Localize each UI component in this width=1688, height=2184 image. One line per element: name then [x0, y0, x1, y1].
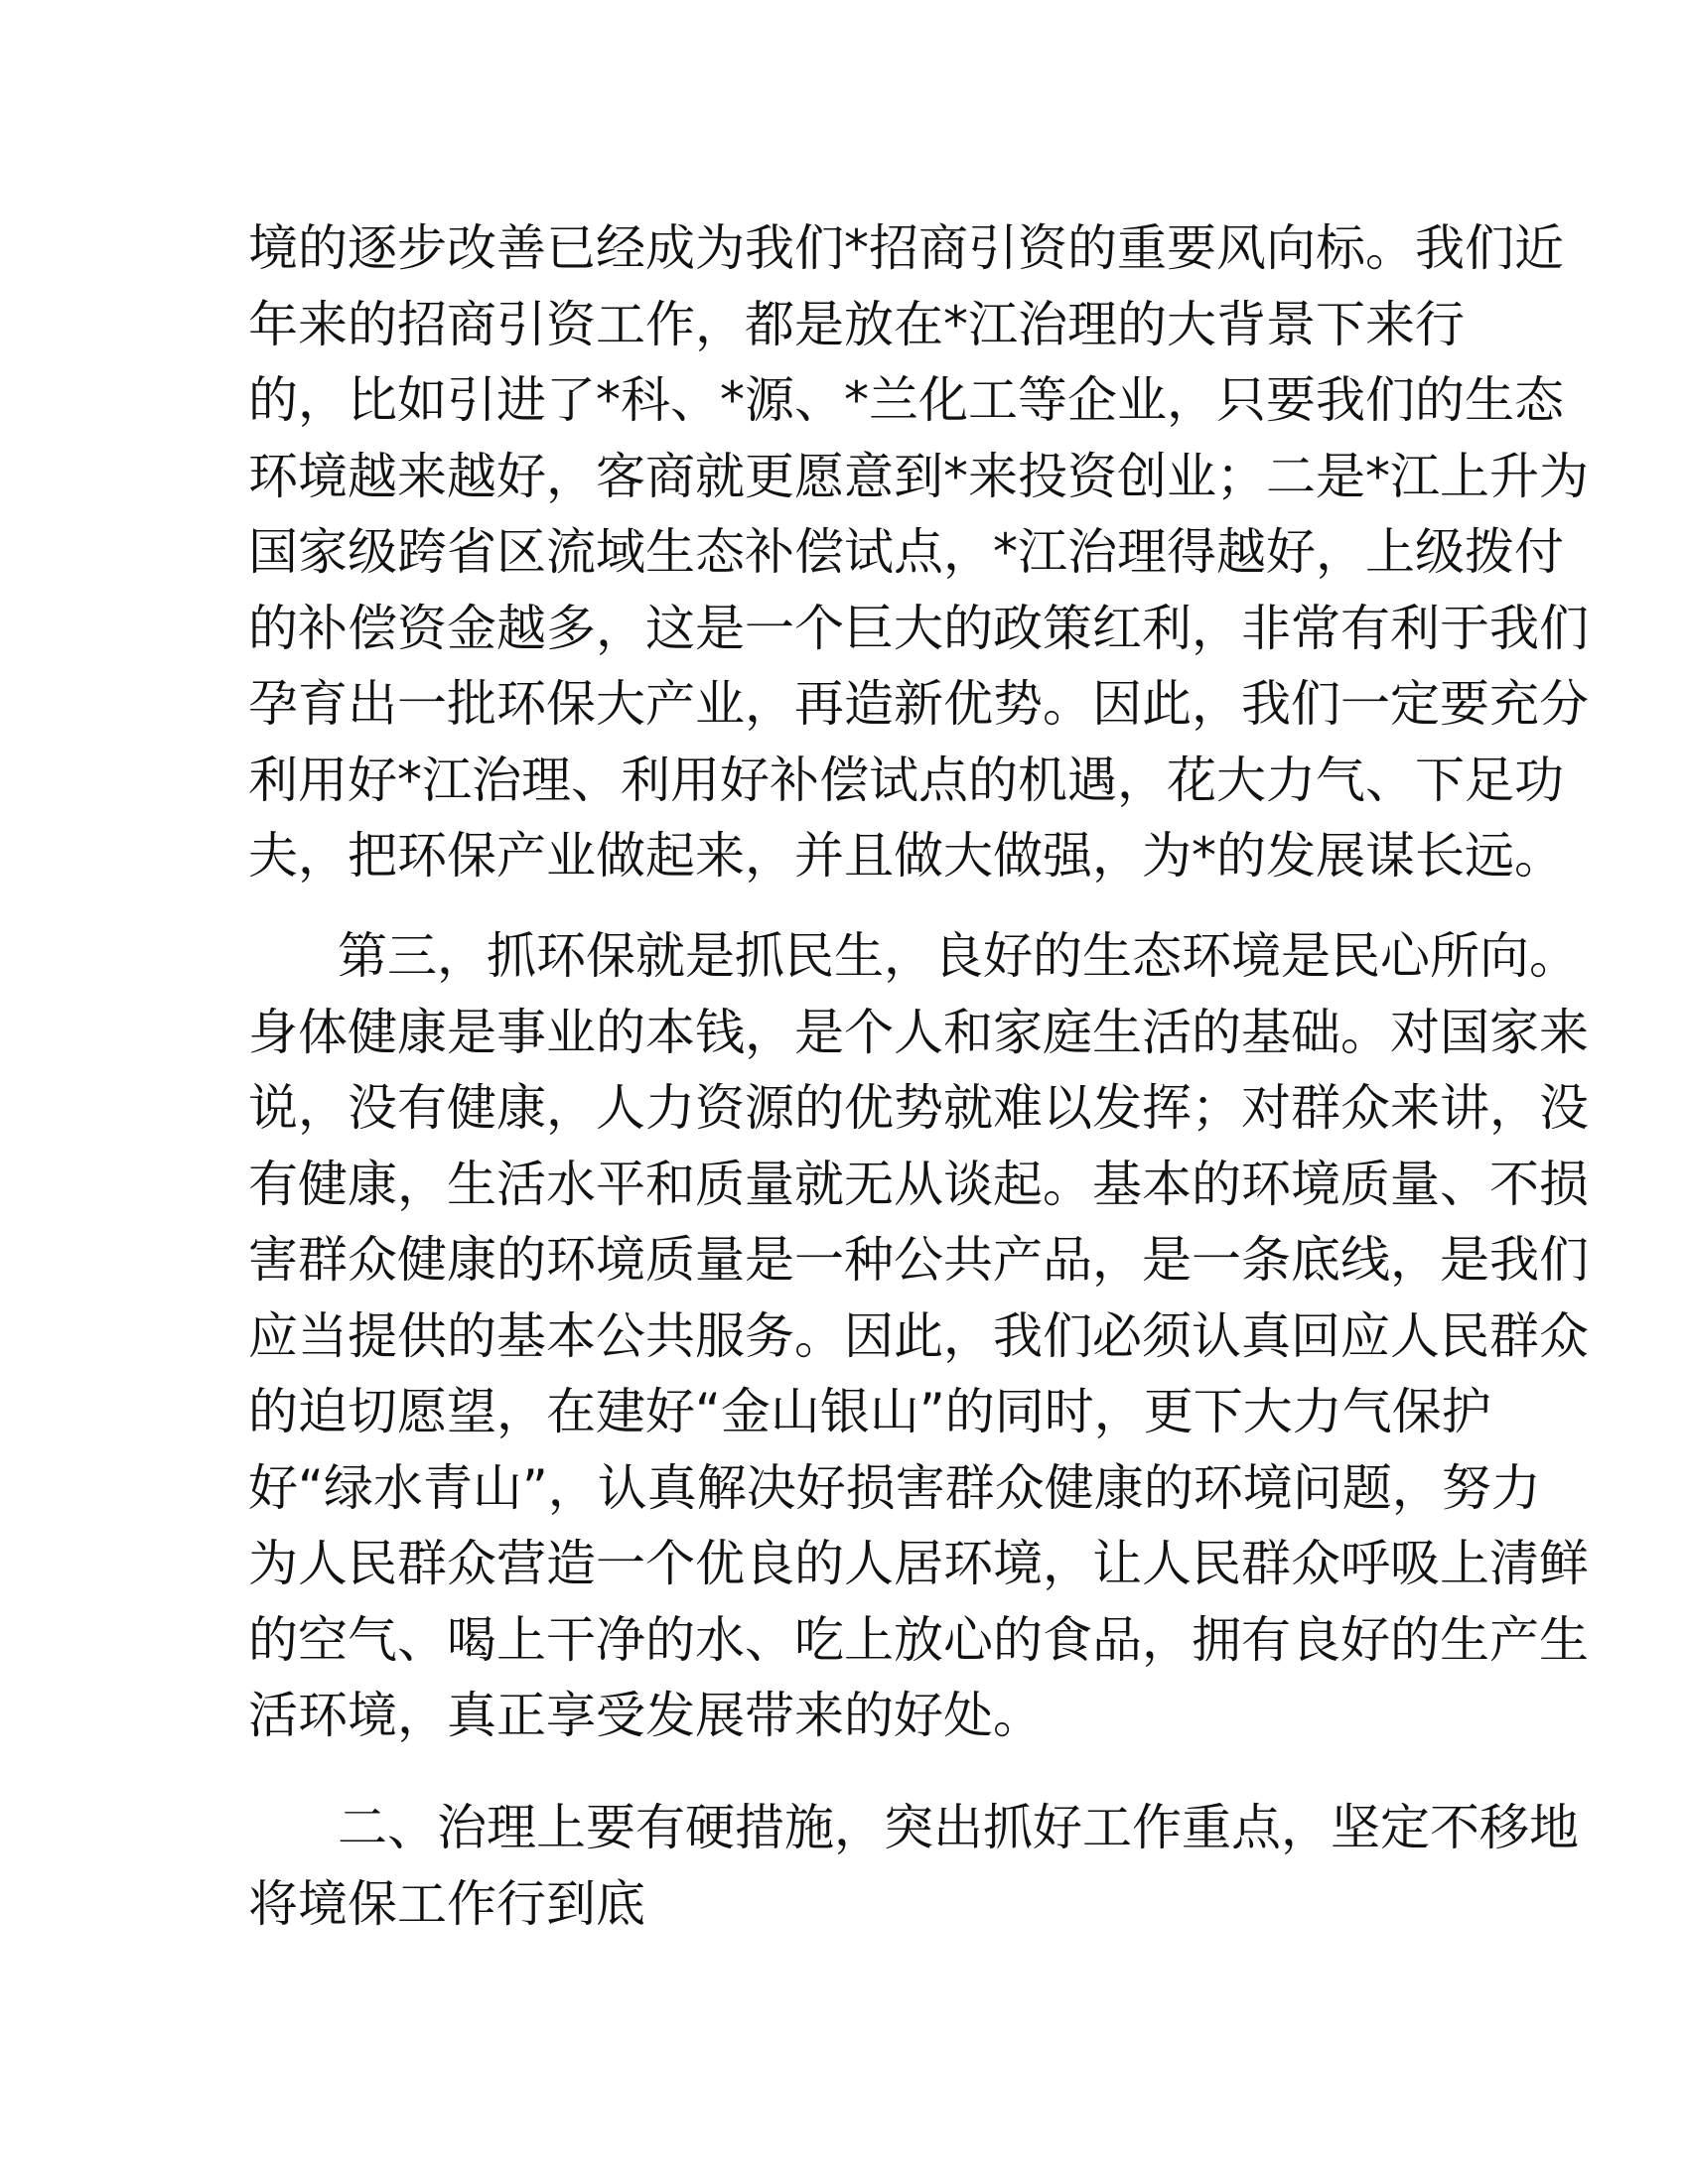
text-line: 说，没有健康，人力资源的优势就难以发挥；对群众来讲，没 [248, 1079, 1589, 1137]
text-line: 孕育出一批环保大产业，再造新优势。因此，我们一定要充分 [248, 675, 1589, 733]
text-line: 的空气、喝上干净的水、吃上放心的食品，拥有良好的生产生 [248, 1610, 1589, 1669]
text-line: 夫，把环保产业做起来，并且做大做强，为*的发展谋长远。 [248, 827, 1564, 885]
text-line: 的迫切愿望，在建好“金山银山”的同时，更下大力气保护 [248, 1383, 1491, 1440]
text-line: 环境越来越好，客商就更愿意到*来投资创业；二是*江上升为 [248, 447, 1589, 505]
text-line: 利用好*江治理、利用好补偿试点的机遇，花大力气、下足功 [248, 751, 1564, 809]
paragraph-heading-line: 第三，抓环保就是抓民生，良好的生态环境是民心所向。 [338, 927, 1579, 985]
text-line: 好“绿水青山”，认真解决好损害群众健康的环境问题，努力 [248, 1458, 1541, 1517]
text-line: 应当提供的基本公共服务。因此，我们必须认真回应人民群众 [248, 1306, 1589, 1365]
section-heading-two [248, 1790, 1579, 1942]
text-line: 境的逐步改善已经成为我们*招商引资的重要风向标。我们近 [248, 219, 1564, 277]
text-line: 国家级跨省区流域生态补偿试点，*江治理得越好，上级拨付 [248, 523, 1564, 581]
paragraph-investment [248, 210, 1589, 894]
text-line: 为人民群众营造一个优良的人居环境，让人民群众呼吸上清鲜 [248, 1535, 1589, 1592]
text-line: 年来的招商引资工作，都是放在*江治理的大背景下来行 [248, 295, 1465, 353]
text-line: 害群众健康的环境质量是一种公共产品，是一条底线，是我们 [248, 1231, 1589, 1289]
section-heading-line: 二、治理上要有硬措施，突出抓好工作重点，坚定不移地 [338, 1799, 1579, 1856]
text-line: 的，比如引进了*科、*源、*兰化工等企业，只要我们的生态 [248, 371, 1564, 429]
section-heading-line: 将境保工作行到底 [248, 1874, 645, 1933]
text-line: 的补偿资金越多，这是一个巨大的政策红利，非常有利于我们 [248, 599, 1589, 657]
text-line: 有健康，生活水平和质量就无从谈起。基本的环境质量、不损 [248, 1155, 1589, 1213]
text-line: 活环境，真正享受发展带来的好处。 [248, 1687, 1043, 1744]
paragraph-livelihood [248, 918, 1589, 1754]
text-line: 身体健康是事业的本钱，是个人和家庭生活的基础。对国家来 [248, 1003, 1589, 1061]
